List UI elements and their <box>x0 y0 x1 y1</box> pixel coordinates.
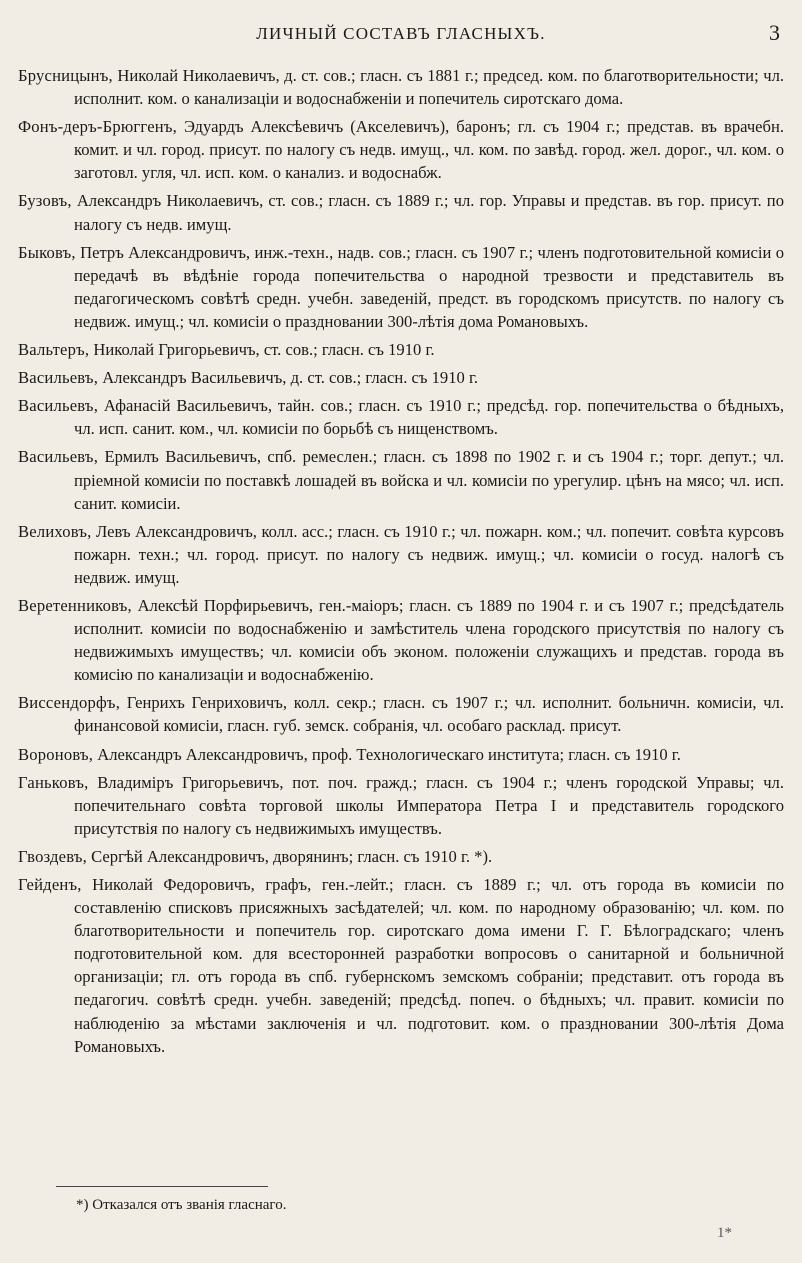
member-surname: Веретенниковъ, <box>18 595 132 615</box>
member-surname: Васильевъ, <box>18 368 99 388</box>
member-surname: Брусницынъ, <box>18 66 113 85</box>
member-details: Сергѣй Александровичъ, дворянинъ; гласн. съ 1910 г. *). <box>87 846 493 866</box>
member-details: Петръ Александровичъ, инж.-техн., надв. сов.; гласн. съ 1907 г.; членъ подготовительной комисiи о передачѣ въ вѣдѣнiе города попечительства о народной трезвости и представитель въ педагогическомъ совѣтѣ средн. учебн. заведенiй, предст. въ городскомъ присутств. по налогу съ недвиж. имущ.; чл. комисiи о праздновании 300-лѣтiя дома Романовыхъ. <box>74 242 784 331</box>
member-surname: Виссендорфъ, <box>18 693 121 713</box>
member-list <box>18 64 784 1063</box>
member-details: Алексѣй Порфирьевичъ, ген.-маiоръ; гласн. съ 1889 по 1904 г. и съ 1907 г.; предсѣдатель исполнит. комисiи по водоснабженiю и замѣститель члена городского присутствiя по налогу съ недвижимыхъ имуществъ; чл. комисiи объ эконом. положенiи служащихъ и представ. города въ комисiю по канализацiи и водоснабженiю. <box>74 595 784 685</box>
member-details: Александръ Николаевичъ, ст. сов.; гласн. съ 1889 г.; чл. гор. Управы и представ. въ гор. присут. по налогу съ недв. имущ. <box>71 191 784 234</box>
member-surname: Васильевъ, <box>18 447 99 467</box>
member-entry <box>18 691 784 737</box>
member-details: Владимiръ Григорьевичъ, пот. поч. гражд.; гласн. съ 1904 г.; членъ городской Управы; чл. попечительнаго совѣта торговой школы Императора Петра I и представитель городского присутствiя по налогу съ недвижимыхъ имуществъ. <box>74 772 784 838</box>
member-surname: Вальтеръ, <box>18 340 90 360</box>
member-surname: Фонъ-деръ-Брюггенъ, <box>18 117 177 137</box>
member-entry <box>18 394 784 440</box>
member-entry <box>18 115 784 184</box>
member-details: Николай Григорьевичъ, ст. сов.; гласн. съ 1910 г. <box>89 340 435 360</box>
member-entry <box>18 594 784 686</box>
signature-mark: 1* <box>717 1225 732 1241</box>
member-surname: Быковъ, <box>18 242 76 262</box>
member-details: Николай Федоровичъ, графъ, ген.-лейт.; гласн. съ 1889 г.; чл. отъ города въ комисiи по составленiю списковъ присяжныхъ засѣдателей; чл. ком. по народному образованiю; чл. ком. по благотворительности и попечитель гор. сиротскаго дома имени Г. Г. Бѣлоградскаго; членъ подготовительной ком. для всесторонней разработки вопросовъ о санитарной и больничной организацiи; гл. отъ города въ спб. губернскомъ земскомъ собранiи; представит. отъ города въ педагогич. совѣтѣ средн. учебн. заведенiй; предсѣд. попеч. о бѣдныхъ; чл. правит. комисiи по наблюденiю за мѣстами заключенiя и чл. подготовит. ком. о праздновании 300-лѣтiя Дома Романовыхъ. <box>74 875 784 1056</box>
member-entry <box>18 520 784 589</box>
member-surname: Ганьковъ, <box>18 772 89 792</box>
member-details: Генрихъ Генриховичъ, колл. секр.; гласн. съ 1907 г.; чл. исполнит. больничн. комисiи, чл. финансовой комисiи, гласн. губ. земск. собранiя, чл. особаго расклад. присут. <box>74 693 784 736</box>
member-entry <box>18 743 784 766</box>
member-entry <box>18 338 784 361</box>
page-header <box>0 20 802 50</box>
member-surname: Бузовъ, <box>18 191 72 211</box>
member-details: Александръ Александровичъ, проф. Технологическаго института; гласн. съ 1910 г. <box>93 744 681 764</box>
member-details: Эдуардъ Алексѣевичъ (Акселевичъ), баронъ; гл. съ 1904 г.; представ. въ врачебн. комит. и чл. город. присут. по налогу съ недв. имущ., чл. ком. по завѣд. город. жел. дорог., чл. ком. о заготовл. угля, чл. исп. ком. о канализ. и водоснабж. <box>74 117 784 183</box>
member-entry <box>18 845 784 868</box>
page-number: 3 <box>769 20 780 45</box>
footnote: *) Отказался отъ званiя гласнаго. <box>76 1197 287 1213</box>
member-details: Александръ Васильевичъ, д. ст. сов.; гласн. съ 1910 г. <box>98 368 479 388</box>
member-details: Афанасiй Васильевичъ, тайн. сов.; гласн. съ 1910 г.; предсѣд. гор. попечительства о бѣдныхъ, чл. исп. санит. ком., чл. комисiи по борьбѣ съ нищенствомъ. <box>74 396 784 439</box>
member-details: Николай Николаевичъ, д. ст. сов.; гласн. съ 1881 г.; председ. ком. по благотворительности; чл. исполнит. ком. о канализацiи и водоснабженiи и попечитель сиротскаго дома. <box>74 66 784 109</box>
member-entry <box>18 366 784 389</box>
member-surname: Гейденъ, <box>18 875 82 894</box>
member-details: Ермилъ Васильевичъ, спб. ремеслен.; гласн. съ 1898 по 1902 г. и съ 1904 г.; торг. депут.; чл. прiемной комисiи по поставкѣ лошадей въ войска и чл. комисiи по урегулир. цѣнъ на мясо; чл. исп. санит. комисiи. <box>74 447 784 513</box>
footnote-divider <box>56 1186 268 1187</box>
member-details: Левъ Александровичъ, колл. асс.; гласн. съ 1910 г.; чл. пожарн. ком.; чл. попечит. совѣта курсовъ пожарн. техн.; чл. город. присут. по налогу съ недвиж. имущ.; чл. комисiи о госуд. налогѣ съ недвиж. имущ. <box>74 521 784 587</box>
member-entry <box>18 771 784 840</box>
member-entry <box>18 189 784 235</box>
member-entry <box>18 64 784 110</box>
member-entry <box>18 241 784 333</box>
member-surname: Вороновъ, <box>18 744 94 764</box>
member-entry <box>18 873 784 1058</box>
member-entry <box>18 445 784 514</box>
member-surname: Велиховъ, <box>18 521 92 541</box>
header-title: ЛИЧНЫЙ СОСТАВЪ ГЛАСНЫХЪ. <box>256 24 546 43</box>
member-surname: Васильевъ, <box>18 396 99 416</box>
member-surname: Гвоздевъ, <box>18 846 87 866</box>
